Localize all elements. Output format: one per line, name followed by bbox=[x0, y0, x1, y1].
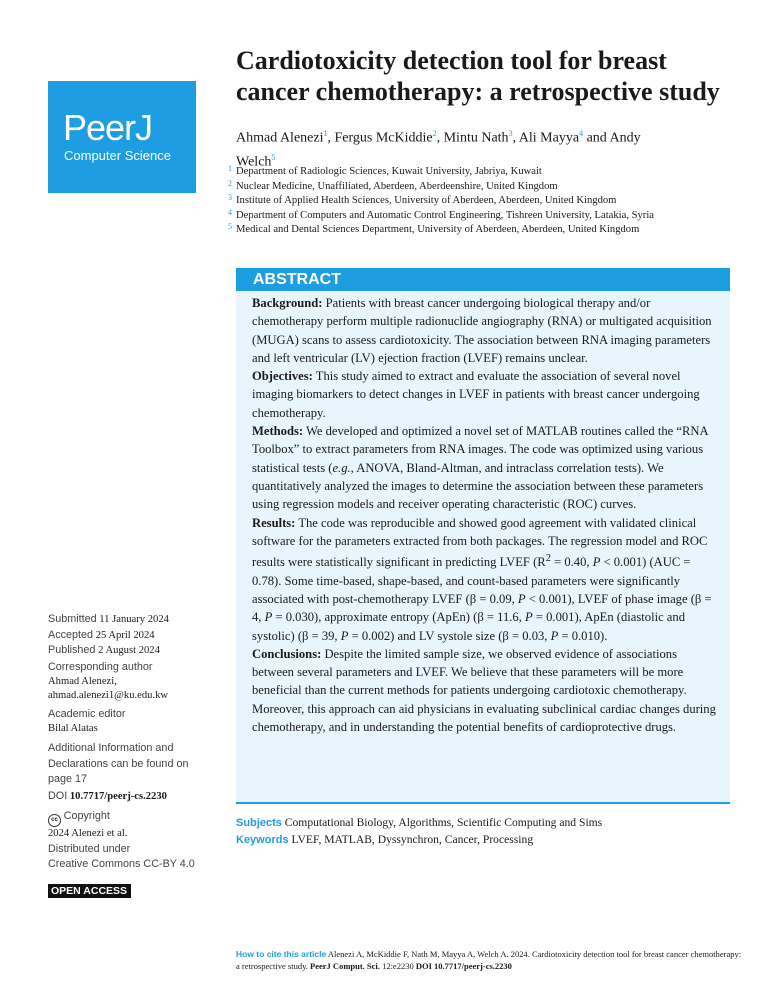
subjects-links[interactable]: Computational Biology, Algorithms, Scientific Computing and Sims bbox=[284, 816, 603, 829]
affiliation-text: Medical and Dental Sciences Department, University of Aberdeen, Aberdeen, United Kingdom bbox=[236, 224, 640, 236]
copyright-label: Copyright bbox=[63, 810, 110, 822]
author-separator: , bbox=[512, 130, 519, 146]
subjects-label: Subjects bbox=[236, 817, 282, 829]
conclusions-label: Conclusions: bbox=[252, 646, 322, 661]
doi-link[interactable]: 10.7717/peerj-cs.2230 bbox=[69, 791, 167, 802]
abstract-conclusions bbox=[252, 645, 718, 736]
cite-journal: PeerJ Comput. Sci. bbox=[310, 961, 380, 971]
keywords-line bbox=[236, 833, 533, 846]
additional-info-link[interactable]: Additional Information and Declarations can be found on page 17 bbox=[48, 742, 189, 785]
author-name: Fergus McKiddie bbox=[334, 130, 433, 146]
p-symbol: P bbox=[517, 591, 526, 606]
distributed-label: Distributed under bbox=[48, 843, 131, 855]
results-label: Results: bbox=[252, 515, 296, 530]
affiliation-number: 4 bbox=[228, 207, 232, 217]
p-symbol: P bbox=[550, 628, 559, 643]
corresponding-name: Ahmad Alenezi, bbox=[48, 675, 117, 687]
editor-name: Bilal Alatas bbox=[48, 722, 98, 734]
logo-journal: Computer Science bbox=[64, 148, 171, 163]
accepted-date: 25 April 2024 bbox=[95, 629, 155, 641]
author-affiliation-ref: 3 bbox=[508, 129, 513, 138]
background-label: Background: bbox=[252, 296, 323, 310]
author-affiliation-ref: 1 bbox=[323, 129, 328, 138]
doi-block bbox=[48, 789, 218, 805]
affiliation-number: 1 bbox=[228, 164, 232, 173]
results-superscript: 2 bbox=[545, 553, 551, 565]
abstract-body bbox=[236, 291, 730, 736]
abstract-background bbox=[252, 294, 718, 367]
copyright-block bbox=[48, 809, 218, 842]
cite-doi-link[interactable]: DOI 10.7717/peerj-cs.2230 bbox=[415, 961, 512, 971]
affiliation-number: 3 bbox=[228, 193, 232, 203]
abstract-methods bbox=[252, 422, 718, 513]
affiliation-item bbox=[228, 209, 728, 224]
results-text: < 0.001) (AUC = 0.78). Some time-based, shape-based, and count-based parameters were significantly associated with post-chemotherapy LVEF (β = 0.09, bbox=[252, 555, 691, 606]
author-separator: , bbox=[327, 130, 335, 146]
affiliation-text: Nuclear Medicine, Unaffiliated, Aberdeen, Aberdeenshire, United Kingdom bbox=[236, 180, 558, 192]
methods-eg: e.g. bbox=[332, 460, 351, 475]
cite-text: Alenezi A, McKiddie F, Nath M, Mayya A, Welch A. 2024. Cardiotoxicity detection tool for breast cancer chemotherapy: a retrospective study. bbox=[236, 949, 742, 971]
editor-block bbox=[48, 707, 218, 736]
citation-footer bbox=[236, 948, 746, 972]
keywords-label: Keywords bbox=[236, 834, 289, 846]
author-affiliation-ref: 5 bbox=[271, 152, 276, 162]
affiliation-item bbox=[228, 180, 728, 195]
cite-volume: 12:e2230 bbox=[379, 961, 416, 971]
keywords-text: LVEF, MATLAB, Dyssynchron, Cancer, Processing bbox=[291, 833, 534, 846]
accepted-label: Accepted bbox=[48, 628, 94, 641]
results-text: = 0.010). bbox=[558, 628, 608, 643]
corresponding-block bbox=[48, 660, 218, 704]
affiliation-item bbox=[228, 194, 728, 209]
conclusions-text: Despite the limited sample size, we observed evidence of associations between several parameters and LVEF. We believe that these parameters will be more beneficial than the current methods for patients undergoing cardiotoxic chemotherapy. Moreover, this approach can aid physicians in evaluating subclinical cardiac changes during chemotherapy, and in understanding the potential benefits of cardioprotective drugs. bbox=[252, 646, 716, 735]
abstract-results bbox=[252, 514, 718, 645]
results-text: = 0.001), ApEn (diastolic and systolic) (β = 39, bbox=[252, 610, 685, 643]
author-separator: , bbox=[436, 130, 444, 146]
objectives-text: This study aimed to extract and evaluate the association of several novel imaging biomarkers to detect changes in LVEF in patients with breast cancer undergoing chemotherapy. bbox=[252, 369, 700, 420]
results-text: = 0.030), approximate entropy (ApEn) (β = 11.6, bbox=[272, 610, 526, 625]
abstract-objectives bbox=[252, 367, 718, 422]
editor-label: Academic editor bbox=[48, 708, 126, 720]
p-symbol: P bbox=[592, 555, 601, 570]
results-text: < 0.001), LVEF of phase image (β = 4, bbox=[252, 591, 712, 625]
copyright-text: 2024 Alenezi et al. bbox=[48, 828, 128, 839]
corresponding-email[interactable]: ahmad.alenezi1@ku.edu.kw bbox=[48, 690, 169, 701]
methods-text: , ANOVA, Bland-Altman, and intraclass correlation tests). We quantitatively analyzed the images to determine the association between these parameters using regression models and receiver operating characteristic (ROC) curves. bbox=[252, 460, 704, 512]
published-date: 2 August 2024 bbox=[98, 645, 160, 656]
results-text: = 0.40, bbox=[550, 555, 593, 570]
results-text: = 0.002) and LV systole size (β = 0.03, bbox=[348, 628, 551, 643]
p-symbol: P bbox=[525, 610, 533, 625]
published-label: Published bbox=[48, 644, 96, 656]
objectives-label: Objectives: bbox=[252, 369, 313, 384]
affiliation-number: 5 bbox=[228, 222, 232, 232]
corresponding-label: Corresponding author bbox=[48, 661, 153, 673]
author-name: Ali Mayya bbox=[518, 130, 580, 146]
peerj-logo bbox=[48, 81, 196, 193]
creative-commons-icon: cc bbox=[48, 814, 61, 827]
methods-label: Methods: bbox=[252, 424, 304, 439]
affiliation-number: 2 bbox=[228, 178, 232, 188]
affiliation-list bbox=[228, 165, 728, 238]
author-affiliation-ref: 4 bbox=[579, 129, 584, 138]
abstract-box bbox=[236, 268, 730, 804]
author-affiliation-ref: 2 bbox=[432, 129, 437, 138]
logo-brand: PeerJ bbox=[63, 107, 153, 148]
author-name: Mintu Nath bbox=[443, 130, 509, 146]
affiliation-item bbox=[228, 165, 728, 180]
subjects-line bbox=[236, 816, 602, 829]
affiliation-text: Department of Computers and Automatic Control Engineering, Tishreen University, Latakia, Syria bbox=[236, 209, 654, 221]
submitted-label: Submitted bbox=[48, 613, 97, 625]
methods-text: We developed and optimized a novel set of MATLAB routines called the “RNA Toolbox” to extract parameters from RNA images. The code was optimized using various statistical tests ( bbox=[252, 424, 708, 475]
p-symbol: P bbox=[340, 628, 349, 643]
cite-label: How to cite this article bbox=[236, 949, 327, 959]
affiliation-text: Institute of Applied Health Sciences, University of Aberdeen, Aberdeen, United Kingdom bbox=[236, 195, 617, 207]
doi-label: DOI bbox=[48, 790, 68, 802]
license-link[interactable]: Creative Commons CC-BY 4.0 bbox=[48, 857, 195, 870]
affiliation-item bbox=[228, 223, 728, 238]
author-name: Andy Welch bbox=[236, 130, 641, 170]
abstract-heading: ABSTRACT bbox=[236, 268, 730, 291]
dates-block bbox=[48, 612, 218, 659]
license-block bbox=[48, 842, 218, 872]
author-name: Ahmad Alenezi bbox=[236, 130, 324, 146]
paper-title: Cardiotoxicity detection tool for breast cancer chemotherapy: a retrospective study bbox=[236, 46, 720, 106]
open-access-badge: OPEN ACCESS bbox=[48, 884, 131, 898]
additional-info bbox=[48, 741, 198, 788]
author-separator: and bbox=[583, 130, 610, 146]
p-symbol: P bbox=[264, 610, 273, 625]
affiliation-text: Department of Radiologic Sciences, Kuwait University, Jabriya, Kuwait bbox=[236, 166, 542, 177]
submitted-date: 11 January 2024 bbox=[99, 614, 169, 625]
background-text: Patients with breast cancer undergoing biological therapy and/or chemotherapy perform multiple radionuclide angiography (RNA) or multigated acquisition (MUGA) scans to assess cardiotoxicity. The association between RNA imaging parameters and left ventricular (LV) ejection fraction (LVEF) remains unclear. bbox=[252, 296, 712, 365]
results-text: The code was reproducible and showed good agreement with validated clinical software for the parameters extracted from both packages. The regression model and ROC results were statistically significant in predicting LVEF (R bbox=[252, 515, 708, 570]
